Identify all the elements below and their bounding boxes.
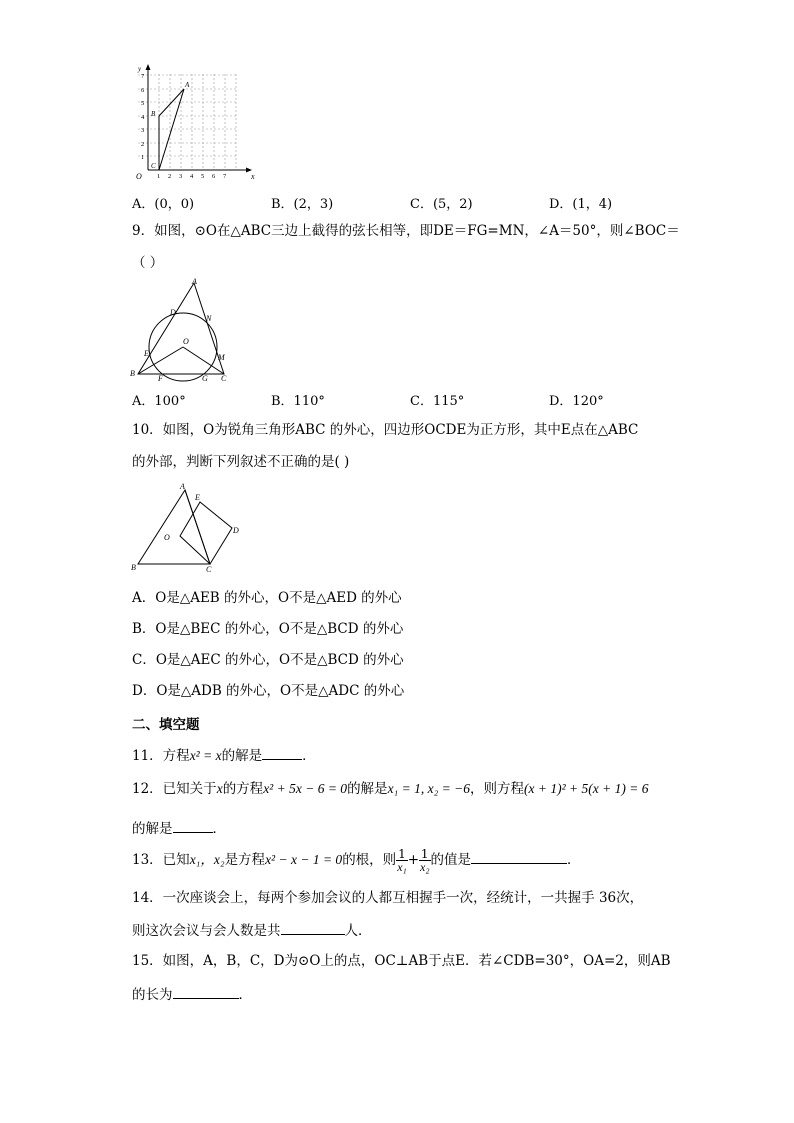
q8-y-tick: 3 [141, 127, 145, 134]
q9-label-f: F [158, 374, 163, 382]
q8-option-d: D．(1，4) [549, 197, 613, 212]
q13-answer-blank[interactable] [471, 849, 567, 864]
q13-end: ． [567, 852, 581, 868]
q14-question-line1: 14．一次座谈会上，每两个参加会议的人都互相握手一次，经统计，一共握手 36次， [132, 890, 644, 906]
q8-x-tick: 1 [157, 173, 161, 180]
q8-x-tick: 6 [212, 173, 216, 180]
q10-question-line2: 的外部，判断下列叙述不正确的是( ) [132, 454, 350, 470]
q10-label-a: A [180, 482, 185, 491]
q13-vars: x₁，x₂ [189, 852, 225, 867]
q12-var: x [216, 781, 223, 796]
q15-question-line1: 15．如图，A，B，C，D为⊙O上的点，OC⊥AB于点E．若∠CDB=30°，OA=2，则AB [132, 953, 671, 969]
q10-label-b: B [131, 563, 136, 572]
q12-question-line2 [132, 818, 226, 838]
q8-y-tick: 5 [141, 100, 145, 107]
q9-label-a: A [192, 278, 197, 286]
q13-frac1-numerator: 1 [398, 847, 406, 861]
section-heading: 二、填空题 [132, 717, 200, 733]
q9-circle-triangle-figure [128, 278, 238, 382]
q8-y-tick: 7 [141, 73, 145, 80]
q9-label-m: M [218, 353, 225, 362]
q9-label-o: O [183, 337, 189, 346]
q9-label-n: N [206, 314, 212, 323]
q12-mid2: 的解是 [347, 781, 388, 797]
q8-y-axis-label: y [138, 65, 142, 73]
q9-label-e: E [144, 349, 149, 358]
q12-equation2: (x + 1)² + 5(x + 1) = 6 [524, 781, 649, 796]
q14-line2-suffix: 人． [344, 923, 372, 939]
q8-point-a-label: A [185, 81, 190, 89]
q13-frac1-denominator: x₁ [397, 860, 407, 874]
q8-coordinate-figure [128, 62, 268, 182]
q13-equation: x² − x − 1 = 0 [265, 852, 343, 867]
q10-label-c: C [206, 565, 212, 574]
q13-mid1: 是方程 [224, 852, 266, 868]
q10-option-d: D．O是△ADB 的外心，O不是△ADC 的外心 [132, 683, 405, 699]
q9-question-line2: （ ） [132, 255, 164, 271]
q13-frac2-denominator: x₂ [420, 860, 430, 874]
q8-x-tick: 7 [223, 173, 227, 180]
q15-end: ． [238, 987, 252, 1003]
q8-x-tick: 4 [190, 173, 194, 180]
q12-question-line1 [132, 780, 648, 798]
q8-x-tick: 3 [179, 173, 183, 180]
q12-answer-blank[interactable] [173, 818, 213, 833]
q13-frac2-numerator: 1 [420, 847, 429, 861]
q12-roots: x₁ = 1, x₂ = −6 [387, 781, 471, 796]
q13-mid3: 的值是 [430, 852, 471, 868]
q11-suffix: 的解是 [221, 748, 263, 764]
q14-answer-blank[interactable] [281, 920, 345, 935]
q8-y-tick: 4 [141, 114, 145, 121]
q13-plus: + [407, 852, 419, 868]
q8-x-axis-label: x [251, 172, 255, 181]
q12-line2: 的解是 [132, 821, 173, 837]
q11-question [132, 745, 316, 765]
q15-answer-blank[interactable] [173, 984, 239, 999]
q11-prefix: 11．方程 [132, 748, 190, 764]
q15-line2-prefix: 的长为 [132, 987, 173, 1003]
q9-option-b: B．110° [271, 394, 325, 409]
q14-line2-prefix: 则这次会议与会人数是共 [132, 923, 281, 939]
q8-y-tick: 6 [141, 87, 145, 94]
q8-x-tick: 2 [168, 173, 172, 180]
q8-y-tick: 2 [141, 141, 145, 148]
q13-prefix: 13．已知 [132, 852, 190, 868]
q9-question-line1: 9．如图，⊙O在△ABC三边上截得的弦长相等，即DE＝FG=MN，∠A＝50°，则∠BOC＝ [132, 223, 680, 239]
q8-point-c-label: C [151, 162, 156, 170]
q13-question [132, 845, 581, 875]
q8-point-b-label: B [151, 110, 156, 118]
q9-label-b: B [130, 369, 135, 378]
q8-option-c: C．(5，2) [410, 197, 473, 212]
q8-option-b: B．(2，3) [271, 197, 334, 212]
q12-mid1: 的方程 [222, 781, 264, 797]
q10-option-b: B．O是△BEC 的外心，O不是△BCD 的外心 [132, 621, 404, 637]
q8-origin-label: O [136, 172, 142, 181]
q10-question-line1: 10．如图，O为锐角三角形ABC 的外心，四边形OCDE为正方形，其中E点在△ABC [132, 422, 639, 438]
q13-fraction-2 [419, 848, 431, 873]
q10-square-triangle-figure [128, 478, 248, 576]
q10-label-o: O [164, 533, 170, 542]
q9-label-c: C [221, 374, 227, 382]
q10-label-d: D [233, 526, 239, 535]
q8-y-tick: 1 [141, 154, 145, 161]
q13-fraction-1 [396, 848, 408, 873]
q13-mid2: 的根，则 [342, 852, 397, 868]
q11-end: ． [302, 748, 316, 764]
q9-option-c: C．115° [410, 394, 465, 409]
q11-equation: x² = x [189, 748, 222, 763]
q10-option-c: C．O是△AEC 的外心，O不是△BCD 的外心 [132, 652, 404, 668]
q9-option-a: A．100° [132, 394, 186, 409]
q10-label-e: E [195, 493, 200, 502]
q10-option-a: A．O是△AEB 的外心，O不是△AED 的外心 [132, 590, 402, 606]
q12-end: ． [212, 821, 226, 837]
q9-label-g: G [202, 374, 208, 382]
q11-answer-blank[interactable] [262, 745, 302, 760]
q12-equation1: x² + 5x − 6 = 0 [263, 781, 348, 796]
q8-option-a: A．(0，0) [132, 197, 195, 212]
q9-label-d: D [170, 308, 176, 317]
q15-question-line2 [132, 984, 252, 1004]
q9-option-d: D．120° [549, 394, 604, 409]
q14-question-line2 [132, 920, 372, 940]
q12-prefix: 12．已知关于 [132, 781, 217, 797]
q8-x-tick: 5 [201, 173, 205, 180]
q12-mid3: ，则方程 [470, 781, 525, 797]
